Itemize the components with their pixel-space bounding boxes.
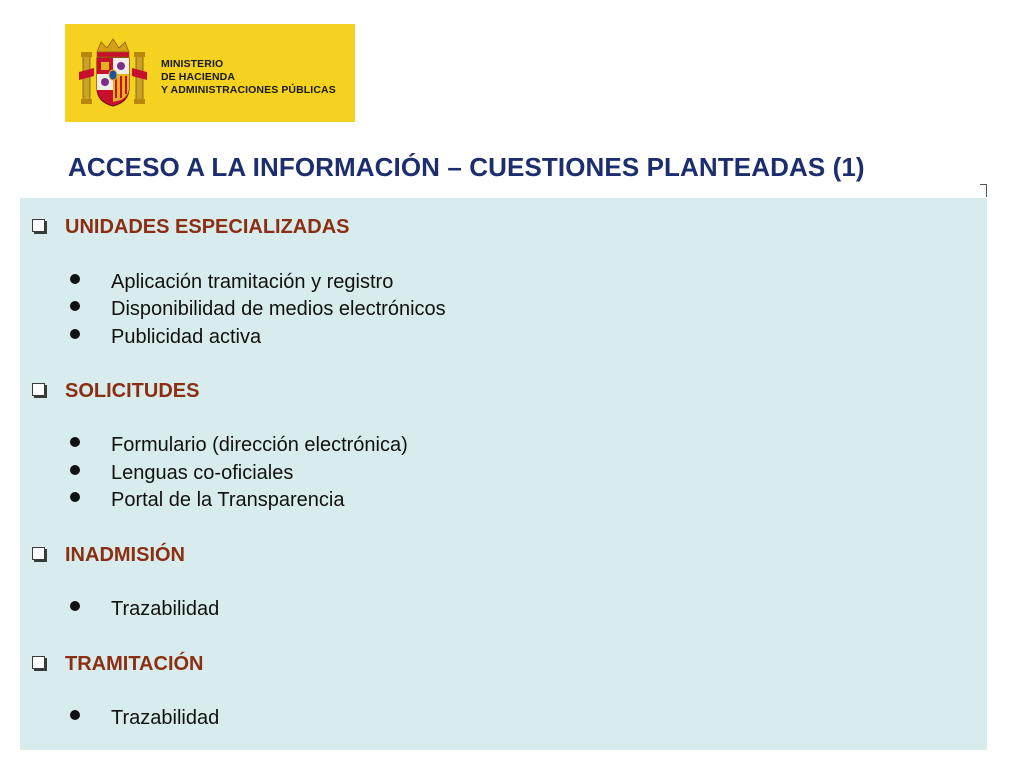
section-heading-solicitudes: [32, 380, 199, 403]
list-item-text: Lenguas co-oficiales: [111, 462, 294, 484]
list-item-text: Disponibilidad de medios electrónicos: [111, 298, 446, 320]
checkbox-bullet-icon: [32, 547, 45, 560]
ministry-name-line-3: Y ADMINISTRACIONES PÚBLICAS: [161, 84, 336, 96]
list-item-text: Portal de la Transparencia: [111, 489, 345, 511]
list-item: [70, 598, 219, 621]
list-item-text: Trazabilidad: [111, 707, 220, 729]
bullet-icon: [70, 710, 80, 720]
list-item: [70, 489, 344, 512]
bullet-icon: [70, 492, 80, 502]
corner-mark: [980, 184, 987, 197]
bullet-icon: [70, 329, 80, 339]
list-item-text: Formulario (dirección electrónica): [111, 434, 408, 456]
list-item: [70, 707, 219, 730]
slide-title: ACCESO A LA INFORMACIÓN – CUESTIONES PLANTEADAS (1): [68, 152, 865, 182]
content-panel: [20, 198, 987, 750]
list-item-text: Publicidad activa: [111, 326, 262, 348]
section-heading-unidades: [32, 216, 349, 239]
section-heading-inadmision: [32, 544, 185, 567]
bullet-icon: [70, 601, 80, 611]
ministry-name: [161, 58, 336, 97]
list-item-text: Aplicación tramitación y registro: [111, 271, 394, 293]
bullet-icon: [70, 274, 80, 284]
list-item: [70, 298, 446, 321]
section-heading-tramitacion: [32, 653, 204, 676]
list-item: [70, 326, 261, 349]
coat-of-arms-icon: [79, 36, 147, 112]
checkbox-bullet-icon: [32, 383, 45, 396]
checkbox-bullet-icon: [32, 656, 45, 669]
bullet-icon: [70, 301, 80, 311]
list-item: [70, 462, 293, 485]
list-item: [70, 434, 408, 457]
section-heading-label: UNIDADES ESPECIALIZADAS: [65, 216, 350, 238]
ministry-logo: [65, 24, 355, 122]
bullet-icon: [70, 437, 80, 447]
bullet-icon: [70, 465, 80, 475]
section-heading-label: TRAMITACIÓN: [65, 653, 204, 675]
ministry-name-line-2: DE HACIENDA: [161, 71, 236, 83]
section-heading-label: SOLICITUDES: [65, 380, 200, 402]
list-item-text: Trazabilidad: [111, 598, 220, 620]
section-heading-label: INADMISIÓN: [65, 544, 185, 566]
list-item: [70, 271, 393, 294]
checkbox-bullet-icon: [32, 219, 45, 232]
ministry-name-line-1: MINISTERIO: [161, 58, 224, 70]
